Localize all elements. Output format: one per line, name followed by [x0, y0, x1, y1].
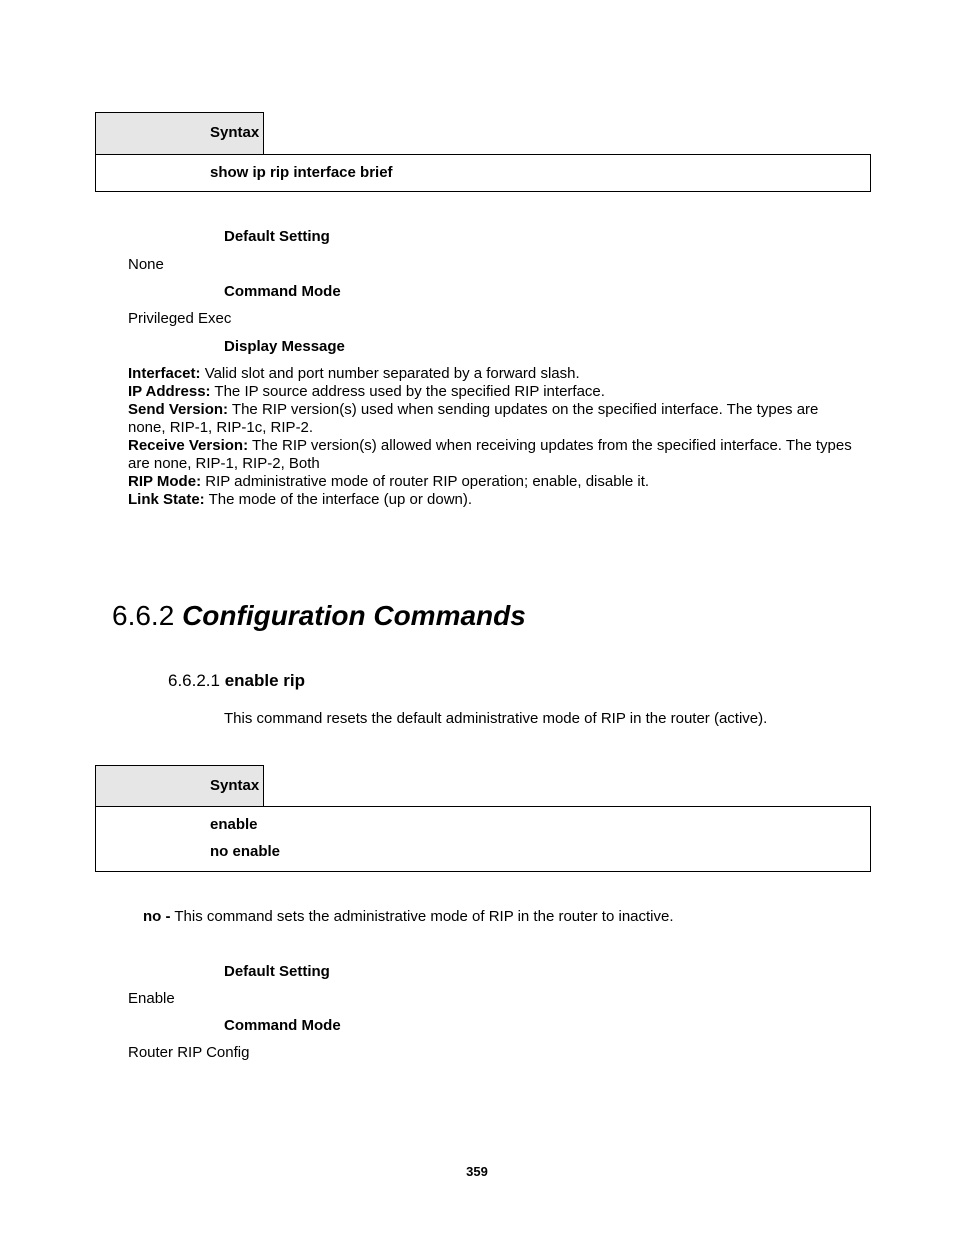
syntax-header: [95, 765, 264, 807]
command-mode-value: Router RIP Config: [128, 1044, 250, 1061]
field-ip-address: [128, 383, 858, 401]
field-link-state: [128, 491, 858, 509]
subheading-number: 6.6.2.1: [168, 671, 225, 690]
field-term: IP Address:: [128, 383, 211, 400]
syntax-box: [95, 806, 871, 872]
field-term: Send Version:: [128, 401, 229, 418]
field-interface: [128, 365, 858, 383]
field-term: Receive Version:: [128, 437, 249, 454]
command-mode-label: Command Mode: [224, 1017, 341, 1034]
subheading-title: enable rip: [224, 671, 306, 690]
display-message-fields: [128, 365, 858, 509]
command-mode-value: Privileged Exec: [128, 310, 232, 327]
no-desc: This command sets the administrative mode of RIP in the router to inactive.: [170, 908, 674, 925]
default-setting-label: Default Setting: [224, 228, 330, 245]
no-label: no -: [143, 908, 171, 925]
no-form-description: [143, 908, 674, 926]
field-desc: The IP source address used by the specified RIP interface.: [210, 383, 605, 400]
display-message-label: Display Message: [224, 338, 345, 355]
syntax-label: Syntax: [210, 777, 260, 794]
default-setting-value: Enable: [128, 990, 175, 1007]
syntax-box: [95, 154, 871, 192]
field-desc: The mode of the interface (up or down).: [204, 491, 473, 508]
field-desc: RIP administrative mode of router RIP operation; enable, disable it.: [201, 473, 650, 490]
field-desc: The RIP version(s) used when sending updates on the specified interface. The types are none, RIP-1, RIP-1c, RIP-2.: [128, 401, 819, 436]
field-term: Interfacet:: [128, 365, 201, 382]
field-desc: The RIP version(s) allowed when receiving updates from the specified interface. The types are none, RIP-1, RIP-2, Both: [128, 437, 852, 472]
field-rip-mode: [128, 473, 858, 491]
default-setting-label: Default Setting: [224, 963, 330, 980]
default-setting-value: None: [128, 256, 164, 273]
syntax-label: Syntax: [210, 124, 260, 141]
command-description: This command resets the default administrative mode of RIP in the router (active).: [224, 710, 768, 727]
syntax-header: [95, 112, 264, 154]
page-number: 359: [466, 1164, 488, 1179]
heading-number: 6.6.2: [112, 600, 183, 631]
heading-title: Configuration Commands: [182, 600, 526, 631]
field-send-version: [128, 401, 858, 437]
field-term: RIP Mode:: [128, 473, 202, 490]
section-heading: [112, 600, 526, 632]
command-text: enable: [210, 816, 258, 833]
field-receive-version: [128, 437, 858, 473]
subsection-heading: [168, 671, 305, 691]
command-text: no enable: [210, 843, 281, 860]
command-text: show ip rip interface brief: [210, 164, 393, 181]
field-term: Link State:: [128, 491, 205, 508]
command-mode-label: Command Mode: [224, 283, 341, 300]
field-desc: Valid slot and port number separated by a forward slash.: [200, 365, 580, 382]
